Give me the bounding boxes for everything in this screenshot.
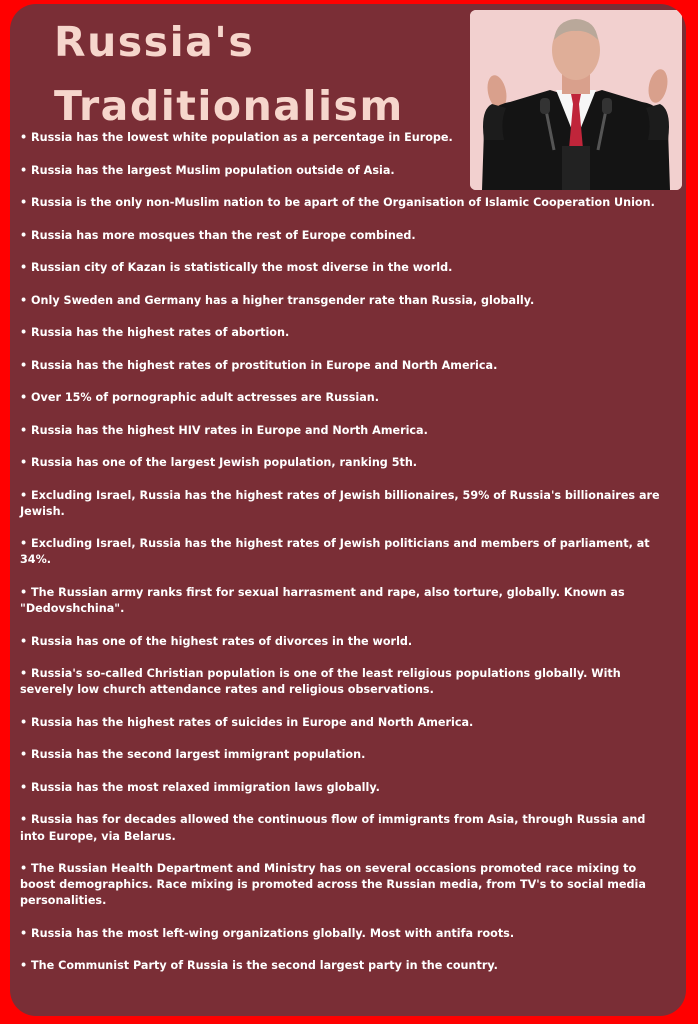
bullet-item: • Russia has the largest Muslim population outside of Asia. (20, 163, 660, 179)
bullet-item: • Excluding Israel, Russia has the highest rates of Jewish billionaires, 59% of Russia's billionaires are Jewish. (20, 488, 660, 520)
bullet-item: • Russia has for decades allowed the continuous flow of immigrants from Asia, through Russia and into Europe, via Belarus. (20, 812, 660, 844)
bullet-item: • The Russian Health Department and Ministry has on several occasions promoted race mixing to boost demographics. Race mixing is promoted across the Russian media, from TV's to social media personalities. (20, 861, 660, 910)
bullet-item: • Russia has the lowest white population as a percentage in Europe. (20, 130, 660, 146)
bullet-item: • Over 15% of pornographic adult actresses are Russian. (20, 390, 660, 406)
bullet-item: • The Communist Party of Russia is the second largest party in the country. (20, 958, 660, 974)
bullet-item: • Russian city of Kazan is statistically the most diverse in the world. (20, 260, 660, 276)
bullet-item: • Excluding Israel, Russia has the highest rates of Jewish politicians and members of parliament, at 34%. (20, 536, 660, 568)
bullet-list (20, 130, 660, 991)
bullet-item: • Russia has more mosques than the rest of Europe combined. (20, 228, 660, 244)
bullet-item: • Russia has one of the largest Jewish population, ranking 5th. (20, 455, 660, 471)
title-line-2: Traditionalism (54, 82, 404, 130)
bullet-item: • Russia has the most relaxed immigration laws globally. (20, 780, 660, 796)
bullet-item: • Russia has the second largest immigrant population. (20, 747, 660, 763)
title-line-1: Russia's (54, 18, 255, 66)
bullet-item: • Russia has the highest rates of prostitution in Europe and North America. (20, 358, 660, 374)
bullet-item: • Russia has the highest HIV rates in Europe and North America. (20, 423, 660, 439)
bullet-item: • Russia has the most left-wing organizations globally. Most with antifa roots. (20, 926, 660, 942)
poster-title (54, 10, 404, 138)
bullet-item: • Only Sweden and Germany has a higher transgender rate than Russia, globally. (20, 293, 660, 309)
bullet-item: • Russia's so-called Christian population is one of the least religious populations globally. With severely low church attendance rates and religious observations. (20, 666, 660, 698)
poster-card (10, 4, 686, 1016)
bullet-item: • Russia has one of the highest rates of divorces in the world. (20, 634, 660, 650)
bullet-item: • Russia has the highest rates of suicides in Europe and North America. (20, 715, 660, 731)
bullet-item: • The Russian army ranks first for sexual harrasment and rape, also torture, globally. Known as "Dedovshchina". (20, 585, 660, 617)
bullet-item: • Russia has the highest rates of abortion. (20, 325, 660, 341)
bullet-item: • Russia is the only non-Muslim nation to be apart of the Organisation of Islamic Cooperation Union. (20, 195, 660, 211)
